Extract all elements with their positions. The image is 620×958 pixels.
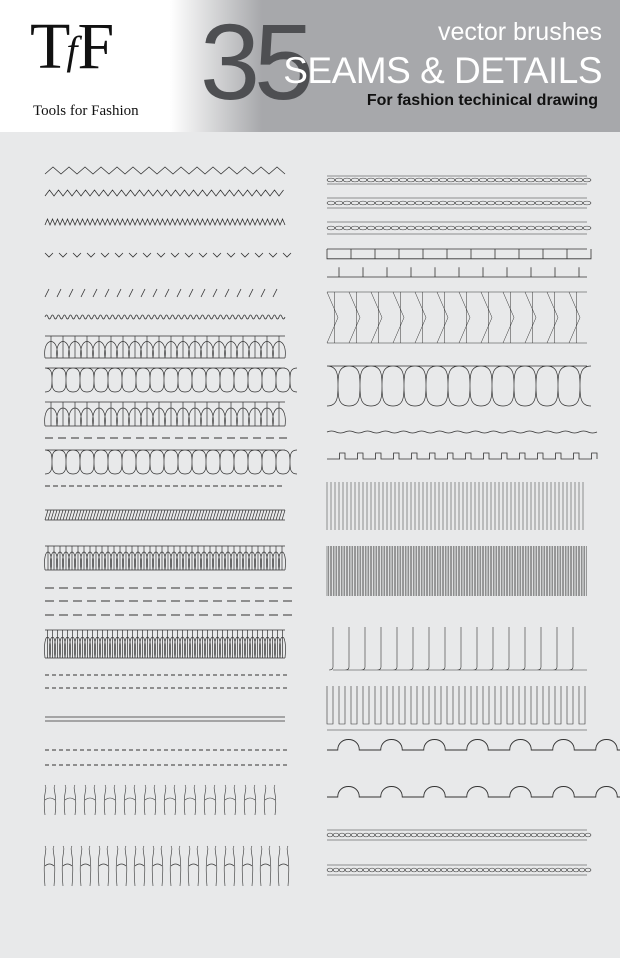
brush-feather-stitch-2 xyxy=(44,846,289,886)
brush-vertical-bars xyxy=(327,482,583,530)
brush-pin-drops xyxy=(329,627,587,670)
brush-loop-chain-2 xyxy=(45,402,286,426)
brush-chain-band-2 xyxy=(327,198,591,208)
brush-samples xyxy=(0,132,620,958)
brush-loop-chain-4 xyxy=(44,630,285,658)
title-line-2: SEAMS & DETAILS xyxy=(283,50,602,91)
brush-cross-loops xyxy=(45,368,297,392)
title-line-1: vector brushes xyxy=(438,18,602,46)
brush-zigzag xyxy=(45,167,285,174)
brush-double-line xyxy=(45,717,285,721)
brush-tick-zigzag xyxy=(45,253,291,257)
brush-double-chain xyxy=(327,830,591,840)
brush-zigzag-dense xyxy=(45,219,285,225)
logo: TfF xyxy=(30,10,111,83)
brush-tight-coil xyxy=(45,510,285,520)
header xyxy=(0,0,620,132)
brush-curl-band-2 xyxy=(327,787,620,798)
brush-loop-chain xyxy=(45,336,286,358)
title-line-3: For fashion techinical drawing xyxy=(366,92,598,109)
brush-chain-band-3 xyxy=(327,222,591,234)
brush-zigzag-small xyxy=(45,190,284,196)
brush-count: 35 xyxy=(200,1,309,122)
brush-tiny-wave xyxy=(45,315,285,319)
brush-cross-loops-2 xyxy=(45,450,297,474)
brush-slash-ticks xyxy=(45,289,277,297)
brush-loop-chain-3 xyxy=(45,546,286,570)
logo-tagline: Tools for Fashion xyxy=(33,103,139,119)
brush-double-chain-2 xyxy=(327,865,591,875)
brush-chain-band xyxy=(327,176,591,184)
brush-vertical-bars-dense xyxy=(327,546,586,596)
brush-block-chain xyxy=(327,249,591,277)
brush-curl-band xyxy=(327,740,620,751)
brush-knot-band xyxy=(327,366,591,406)
brush-square-wave xyxy=(327,453,597,459)
brush-comb-lattice xyxy=(327,292,587,343)
brush-wave xyxy=(327,431,597,433)
brush-tall-comb xyxy=(327,686,587,730)
brush-feather-stitch xyxy=(44,785,276,815)
